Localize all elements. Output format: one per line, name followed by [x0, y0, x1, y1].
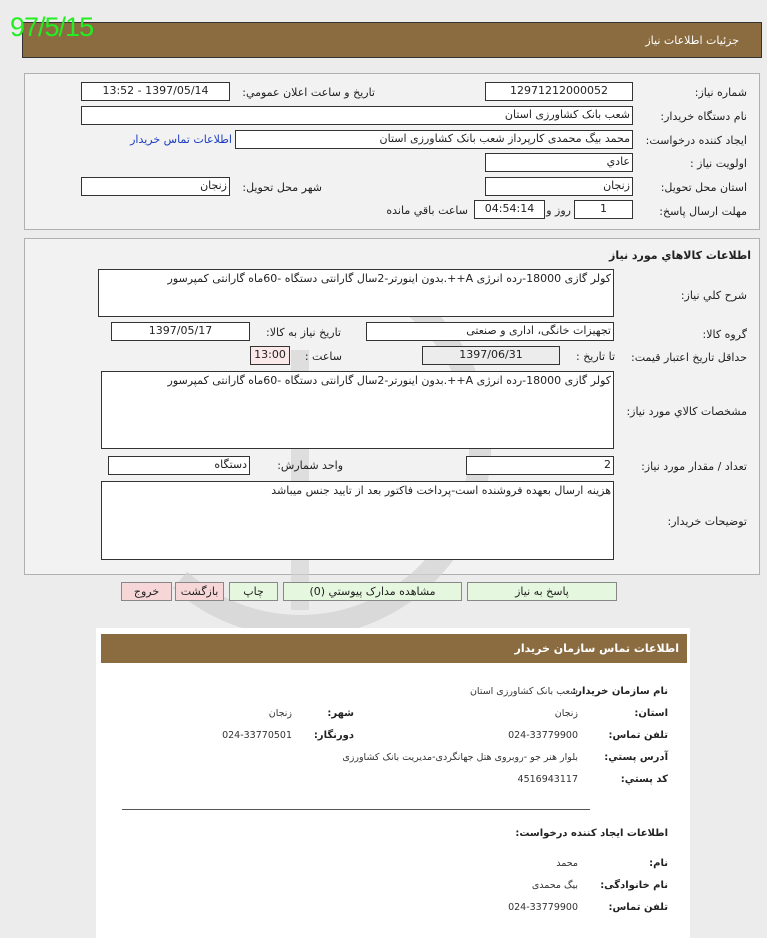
family-value: بیگ محمدی — [531, 880, 578, 891]
postal-value: 4516943117 — [517, 774, 578, 785]
city-value: زنجان — [268, 708, 292, 719]
group-field[interactable]: تجهیزات خانگی، اداری و صنعتی — [366, 322, 614, 341]
contact-card-header — [101, 634, 687, 663]
city-field[interactable]: زنجان — [81, 177, 230, 196]
phone-label: تلفن تماس: — [608, 730, 668, 741]
phone-value: 024-33779900 — [508, 730, 578, 741]
city-label: شهر محل تحويل: — [242, 181, 322, 194]
date-stamp: 97/5/15 — [10, 12, 94, 42]
buyer-contact-link[interactable]: اطلاعات تماس خريدار — [130, 133, 232, 146]
creator-phone-label: تلفن تماس: — [608, 902, 668, 913]
name-value: محمد — [556, 858, 578, 869]
need-number-label: شماره نياز: — [694, 86, 747, 99]
fax-value: 024-33770501 — [222, 730, 292, 741]
need-number-field[interactable]: 12971212000052 — [485, 82, 633, 101]
group-label: گروه کالا: — [702, 328, 747, 341]
org-value: شعب بانک کشاورزی استان — [469, 686, 578, 697]
fax-label: دورنگار: — [313, 730, 354, 741]
spec-textarea[interactable]: کولر گازی 18000-رده انرژی A++.بدون اینورتر-2سال گارانتی دستگاه -60ماه گارانتی کمپرسور — [101, 371, 614, 449]
province-label: استان: — [634, 708, 668, 719]
unit-label: واحد شمارش: — [277, 459, 343, 472]
reply-button[interactable]: پاسخ به نياز — [467, 582, 617, 601]
province-field[interactable]: زنجان — [485, 177, 633, 196]
qty-field[interactable]: 2 — [466, 456, 614, 475]
announce-field[interactable]: 1397/05/14 - 13:52 — [81, 82, 230, 101]
print-button[interactable]: چاپ — [229, 582, 278, 601]
page-header — [22, 22, 762, 58]
buyer-field[interactable]: شعب بانک کشاورزی استان — [81, 106, 633, 125]
to-date-label: تا تاريخ : — [576, 350, 615, 363]
exit-button[interactable]: خروج — [121, 582, 172, 601]
postal-label: کد پستي: — [620, 774, 668, 785]
time-suffix: ساعت باقي مانده — [386, 204, 468, 217]
spec-label: مشخصات کالاي مورد نياز: — [626, 405, 747, 418]
desc-label: شرح كلي نياز: — [680, 289, 747, 302]
goods-title: اطلاعات كالاهاي مورد نياز — [609, 249, 751, 262]
deadline-time-field[interactable]: 04:54:14 — [474, 200, 545, 219]
family-label: نام خانوادگی: — [600, 880, 668, 891]
days-suffix: روز و — [546, 204, 571, 217]
org-label: نام سازمان خريدار: — [572, 686, 668, 697]
city-label: شهر: — [327, 708, 354, 719]
creator-phone-value: 024-33779900 — [508, 902, 578, 913]
validity-label: حداقل تاريخ اعتبار قيمت: — [631, 351, 747, 364]
notes-label: توضيحات خريدار: — [667, 515, 747, 528]
to-date-field[interactable]: 1397/06/31 — [422, 346, 560, 365]
address-value: بلوار هنر جو -روبروی هتل جهانگردی-مدیریت بانک کشاورزی — [342, 752, 578, 763]
province-label: استان محل تحويل: — [660, 181, 747, 194]
creator-label: ايجاد کننده درخواست: — [645, 134, 747, 147]
qty-label: تعداد / مقدار مورد نياز: — [641, 460, 747, 473]
page-title: جزئيات اطلاعات نياز — [645, 34, 739, 47]
deadline-days-field[interactable]: 1 — [574, 200, 633, 219]
name-label: نام: — [649, 858, 668, 869]
need-date-label: تاريخ نياز به کالا: — [266, 326, 341, 339]
priority-field[interactable]: عادي — [485, 153, 633, 172]
contact-card-title: اطلاعات تماس سازمان خريدار — [514, 642, 679, 655]
creator-field[interactable]: محمد بیگ محمدی کارپرداز شعب بانک کشاورزی استان — [235, 130, 633, 149]
attachments-button[interactable]: مشاهده مدارک پيوستي (0) — [283, 582, 462, 601]
creator-info-title: اطلاعات ایجاد کننده درخواست: — [515, 828, 668, 839]
deadline-label: مهلت ارسال پاسخ: — [659, 205, 747, 218]
buyer-label: نام دستگاه خريدار: — [660, 110, 747, 123]
desc-textarea[interactable]: کولر گازی 18000-رده انرژی A++.بدون اینورتر-2سال گارانتی دستگاه -60ماه گارانتی کمپرسور — [98, 269, 614, 317]
announce-label: تاريخ و ساعت اعلان عمومي: — [242, 86, 375, 99]
address-label: آدرس پستي: — [604, 752, 668, 763]
priority-label: اولويت نياز : — [689, 157, 747, 170]
hour-field[interactable]: 13:00 — [250, 346, 290, 365]
need-date-field[interactable]: 1397/05/17 — [111, 322, 250, 341]
hour-label: ساعت : — [304, 350, 342, 363]
back-button[interactable]: بازگشت — [175, 582, 224, 601]
province-value: زنجان — [554, 708, 578, 719]
buyer-contact-card — [96, 628, 690, 938]
notes-textarea[interactable]: هزینه ارسال بعهده فروشنده است-پرداخت فاکتور بعد از تایید جنس میباشد — [101, 481, 614, 560]
unit-field[interactable]: دستگاه — [108, 456, 250, 475]
divider — [122, 809, 590, 810]
